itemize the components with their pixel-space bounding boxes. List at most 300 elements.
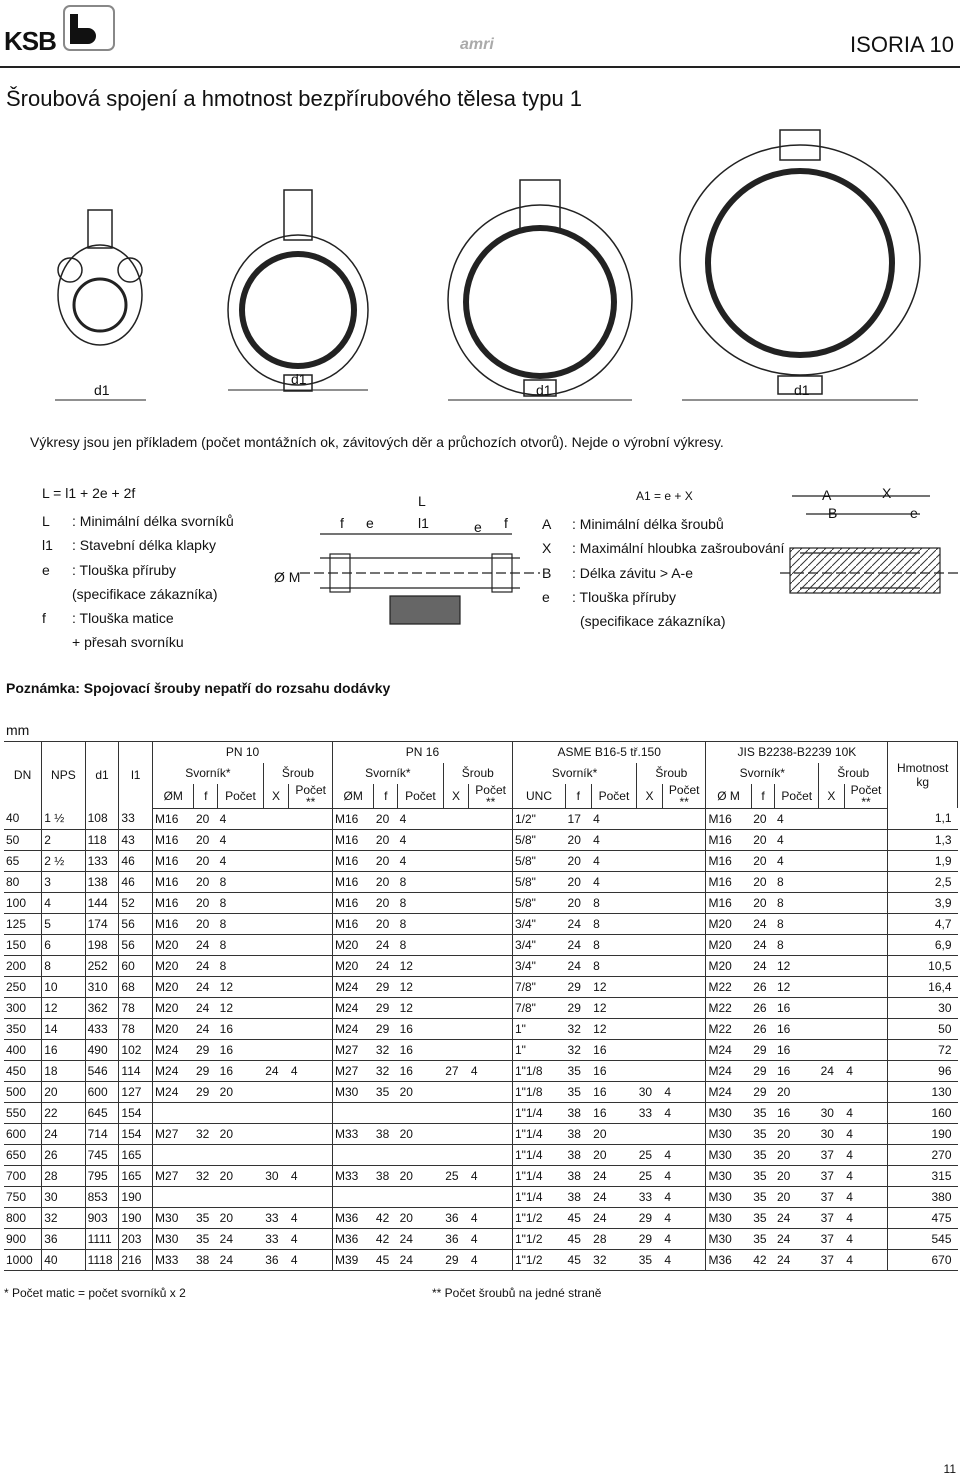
table-cell: [289, 1039, 333, 1060]
table-cell: [844, 808, 888, 829]
table-cell: 2,5: [888, 871, 958, 892]
table-cell: 24: [218, 1228, 264, 1249]
table-cell: 20: [194, 913, 218, 934]
legend-row: A : Minimální délka šroubů: [542, 516, 724, 533]
table-cell: 96: [888, 1060, 958, 1081]
table-cell: 29: [443, 1249, 469, 1270]
table-cell: 24: [591, 1165, 637, 1186]
table-cell: 52: [119, 892, 153, 913]
table-cell: 24: [218, 1249, 264, 1270]
table-cell: [844, 997, 888, 1018]
table-cell: 310: [85, 976, 119, 997]
table-cell: 20: [775, 1144, 819, 1165]
table-cell: 4: [218, 808, 264, 829]
table-cell: 30: [819, 1102, 845, 1123]
table-cell: 29: [637, 1207, 663, 1228]
table-cell: 37: [819, 1186, 845, 1207]
table-cell: M24: [706, 1060, 751, 1081]
table-cell: [819, 1081, 845, 1102]
table-cell: M30: [153, 1228, 194, 1249]
col-mass: Hmotnost kg: [888, 742, 958, 809]
table-cell: 20: [194, 892, 218, 913]
table-cell: 650: [4, 1144, 42, 1165]
table-cell: 24: [751, 955, 775, 976]
table-cell: [819, 913, 845, 934]
table-cell: 250: [4, 976, 42, 997]
table-cell: M20: [153, 997, 194, 1018]
table-cell: 4: [775, 829, 819, 850]
table-cell: [469, 892, 513, 913]
table-cell: 20: [374, 808, 398, 829]
table-cell: 35: [751, 1186, 775, 1207]
table-cell: [263, 829, 289, 850]
table-cell: 24: [775, 1228, 819, 1249]
col-nps: NPS: [42, 742, 85, 809]
table-cell: 4: [662, 1081, 706, 1102]
table-cell: [374, 1102, 398, 1123]
table-cell: 30: [637, 1081, 663, 1102]
table-cell: 102: [119, 1039, 153, 1060]
table-cell: 8: [218, 871, 264, 892]
table-cell: 17: [566, 808, 592, 829]
table-cell: 32: [374, 1060, 398, 1081]
table-cell: 33: [263, 1207, 289, 1228]
table-cell: [443, 976, 469, 997]
product-name: ISORIA 10: [850, 32, 954, 57]
table-cell: [844, 1018, 888, 1039]
table-cell: 4: [469, 1207, 513, 1228]
table-cell: 645: [85, 1102, 119, 1123]
table-cell: 26: [751, 976, 775, 997]
table-cell: 30: [888, 997, 958, 1018]
table-cell: 174: [85, 913, 119, 934]
table-cell: 12: [591, 1018, 637, 1039]
table-cell: 2: [42, 829, 85, 850]
table-cell: 20: [194, 829, 218, 850]
table-cell: 16: [775, 1018, 819, 1039]
legend-row: (specifikace zákazníka): [580, 613, 726, 630]
table-cell: 8: [218, 913, 264, 934]
table-cell: [637, 913, 663, 934]
table-cell: 4: [662, 1249, 706, 1270]
table-cell: M16: [153, 892, 194, 913]
table-cell: 16: [591, 1102, 637, 1123]
table-cell: 4: [289, 1060, 333, 1081]
table-cell: 20: [194, 871, 218, 892]
table-cell: [443, 1144, 469, 1165]
table-cell: [662, 1060, 706, 1081]
table-cell: [469, 1144, 513, 1165]
table-cell: 20: [398, 1123, 444, 1144]
table-cell: [844, 1039, 888, 1060]
table-cell: [469, 955, 513, 976]
table-cell: 32: [566, 1018, 592, 1039]
table-cell: 4,7: [888, 913, 958, 934]
table-cell: 1,3: [888, 829, 958, 850]
table-cell: 190: [888, 1123, 958, 1144]
table-cell: 24: [751, 934, 775, 955]
table-cell: M24: [706, 1039, 751, 1060]
table-cell: 24: [591, 1186, 637, 1207]
left-legend: [42, 481, 282, 654]
table-cell: [289, 892, 333, 913]
table-cell: 38: [374, 1123, 398, 1144]
table-cell: [289, 934, 333, 955]
table-cell: 20: [374, 913, 398, 934]
table-cell: [469, 1102, 513, 1123]
table-cell: [844, 934, 888, 955]
table-cell: M20: [153, 955, 194, 976]
table-cell: [263, 850, 289, 871]
table-cell: M27: [153, 1165, 194, 1186]
table-cell: 33: [119, 808, 153, 829]
table-cell: M16: [153, 850, 194, 871]
table-cell: 16: [775, 997, 819, 1018]
table-cell: [819, 829, 845, 850]
table-cell: 1": [512, 1018, 565, 1039]
table-cell: 1118: [85, 1249, 119, 1270]
table-cell: 38: [566, 1186, 592, 1207]
table-cell: [263, 913, 289, 934]
table-cell: 125: [4, 913, 42, 934]
table-cell: 35: [751, 1165, 775, 1186]
table-cell: 30: [819, 1123, 845, 1144]
table-cell: 20: [218, 1081, 264, 1102]
table-cell: M20: [706, 913, 751, 934]
table-cell: [263, 808, 289, 829]
table-cell: 42: [374, 1207, 398, 1228]
table-cell: [469, 829, 513, 850]
table-cell: [819, 850, 845, 871]
table-cell: M24: [153, 1060, 194, 1081]
table-cell: 114: [119, 1060, 153, 1081]
table-cell: [443, 829, 469, 850]
table-cell: 714: [85, 1123, 119, 1144]
table-cell: [443, 1102, 469, 1123]
table-cell: [469, 1039, 513, 1060]
table-cell: 800: [4, 1207, 42, 1228]
table-cell: 20: [775, 1081, 819, 1102]
table-cell: 16,4: [888, 976, 958, 997]
table-cell: 7/8": [512, 976, 565, 997]
table-cell: 29: [566, 976, 592, 997]
table-cell: [637, 892, 663, 913]
table-cell: M30: [333, 1081, 374, 1102]
table-cell: 20: [374, 892, 398, 913]
table-row: [4, 871, 958, 892]
table-cell: 4: [662, 1207, 706, 1228]
table-cell: 4: [398, 850, 444, 871]
table-cell: [333, 1186, 374, 1207]
table-cell: [289, 1186, 333, 1207]
table-cell: 56: [119, 913, 153, 934]
table-cell: [637, 1018, 663, 1039]
footnote-screws: ** Počet šroubů na jedné straně: [432, 1286, 602, 1300]
table-cell: 20: [218, 1207, 264, 1228]
table-cell: 20: [591, 1123, 637, 1144]
table-cell: 670: [888, 1249, 958, 1270]
table-cell: 1"1/4: [512, 1123, 565, 1144]
table-cell: [263, 1039, 289, 1060]
table-cell: [263, 997, 289, 1018]
table-cell: [844, 976, 888, 997]
table-cell: 4: [844, 1207, 888, 1228]
table-cell: M30: [706, 1228, 751, 1249]
unit-label: mm: [6, 722, 30, 738]
table-cell: [469, 850, 513, 871]
table-cell: 4: [469, 1165, 513, 1186]
table-cell: M16: [706, 808, 751, 829]
footnote-nuts: * Počet matic = počet svorníků x 2: [4, 1286, 186, 1300]
table-cell: [819, 955, 845, 976]
table-cell: 35: [751, 1144, 775, 1165]
table-cell: 65: [4, 850, 42, 871]
table-cell: 4: [844, 1249, 888, 1270]
table-cell: [289, 808, 333, 829]
table-cell: 1"1/4: [512, 1102, 565, 1123]
table-cell: M16: [706, 871, 751, 892]
table-cell: [398, 1144, 444, 1165]
table-cell: 60: [119, 955, 153, 976]
table-cell: [289, 1081, 333, 1102]
table-cell: [263, 1123, 289, 1144]
table-cell: 20: [566, 892, 592, 913]
table-cell: 7/8": [512, 997, 565, 1018]
table-cell: [374, 1186, 398, 1207]
table-cell: [662, 913, 706, 934]
table-cell: 8: [398, 913, 444, 934]
table-cell: 16: [591, 1039, 637, 1060]
table-cell: [443, 1123, 469, 1144]
table-row: [4, 1039, 958, 1060]
table-cell: M16: [153, 913, 194, 934]
dim-label-d1: d1: [536, 382, 552, 398]
table-cell: M20: [153, 1018, 194, 1039]
table-cell: [662, 808, 706, 829]
table-cell: 20: [218, 1123, 264, 1144]
table-cell: 400: [4, 1039, 42, 1060]
legend-row: f : Tlouška matice: [42, 610, 174, 627]
table-cell: 350: [4, 1018, 42, 1039]
table-cell: 12: [42, 997, 85, 1018]
table-cell: [194, 1102, 218, 1123]
table-row: [4, 829, 958, 850]
table-cell: M33: [333, 1165, 374, 1186]
table-row: [4, 1249, 958, 1270]
table-cell: M20: [153, 976, 194, 997]
table-cell: 4: [662, 1102, 706, 1123]
table-cell: 20: [398, 1081, 444, 1102]
table-cell: M16: [333, 871, 374, 892]
table-cell: 20: [566, 871, 592, 892]
table-cell: [289, 1123, 333, 1144]
table-cell: 4: [662, 1165, 706, 1186]
table-cell: [289, 913, 333, 934]
table-cell: M16: [153, 829, 194, 850]
table-cell: 1"1/2: [512, 1228, 565, 1249]
table-cell: 8: [42, 955, 85, 976]
table-cell: 30: [263, 1165, 289, 1186]
table-cell: [819, 934, 845, 955]
table-cell: 300: [4, 997, 42, 1018]
table-cell: 20: [751, 808, 775, 829]
table-cell: 16: [218, 1039, 264, 1060]
table-row: [4, 808, 958, 829]
valve-drawings: [0, 120, 960, 410]
table-row: [4, 1060, 958, 1081]
table-cell: 38: [566, 1123, 592, 1144]
table-cell: 45: [374, 1249, 398, 1270]
table-cell: [469, 997, 513, 1018]
table-cell: 30: [42, 1186, 85, 1207]
table-cell: 252: [85, 955, 119, 976]
legend-row: B : Délka závitu > A-e: [542, 564, 694, 581]
table-cell: 8: [775, 934, 819, 955]
table-row: [4, 997, 958, 1018]
table-cell: 4: [591, 808, 637, 829]
table-cell: [662, 1039, 706, 1060]
table-cell: 8: [775, 871, 819, 892]
table-cell: 795: [85, 1165, 119, 1186]
table-cell: [819, 1039, 845, 1060]
table-cell: M30: [706, 1102, 751, 1123]
table-cell: [637, 976, 663, 997]
table-cell: 144: [85, 892, 119, 913]
table-cell: 40: [42, 1249, 85, 1270]
table-cell: 6: [42, 934, 85, 955]
table-cell: 8: [218, 955, 264, 976]
table-cell: [443, 871, 469, 892]
table-cell: M22: [706, 1018, 751, 1039]
table-cell: 24: [566, 955, 592, 976]
table-cell: 108: [85, 808, 119, 829]
table-cell: [263, 1144, 289, 1165]
table-cell: 490: [85, 1039, 119, 1060]
legend-row: e : Tlouška příruby: [542, 588, 677, 605]
table-cell: 32: [591, 1249, 637, 1270]
table-cell: 35: [751, 1123, 775, 1144]
table-cell: 190: [119, 1186, 153, 1207]
table-cell: 16: [591, 1081, 637, 1102]
table-cell: 16: [591, 1060, 637, 1081]
table-cell: 600: [4, 1123, 42, 1144]
table-cell: [637, 829, 663, 850]
table-cell: [289, 829, 333, 850]
table-cell: 2 ½: [42, 850, 85, 871]
table-cell: 118: [85, 829, 119, 850]
dim-label-d1: d1: [94, 382, 110, 398]
table-cell: [263, 1081, 289, 1102]
table-cell: 1000: [4, 1249, 42, 1270]
table-row: [4, 1186, 958, 1207]
table-cell: 29: [194, 1081, 218, 1102]
table-cell: 29: [566, 997, 592, 1018]
table-cell: M33: [153, 1249, 194, 1270]
table-cell: 154: [119, 1102, 153, 1123]
table-cell: [194, 1186, 218, 1207]
table-cell: 4: [844, 1186, 888, 1207]
table-cell: 24: [194, 955, 218, 976]
table-cell: 5/8": [512, 892, 565, 913]
table-cell: [662, 997, 706, 1018]
table-cell: 29: [374, 997, 398, 1018]
table-cell: 550: [4, 1102, 42, 1123]
table-cell: 35: [566, 1081, 592, 1102]
table-cell: M20: [333, 934, 374, 955]
table-cell: [374, 1144, 398, 1165]
table-cell: 8: [218, 934, 264, 955]
table-cell: 4: [844, 1165, 888, 1186]
table-cell: 20: [218, 1165, 264, 1186]
table-cell: M20: [706, 934, 751, 955]
table-cell: 380: [888, 1186, 958, 1207]
table-cell: 50: [4, 829, 42, 850]
table-cell: 24: [398, 1249, 444, 1270]
table-cell: M33: [333, 1123, 374, 1144]
table-cell: [263, 1102, 289, 1123]
table-cell: 20: [775, 1123, 819, 1144]
table-cell: 8: [218, 892, 264, 913]
table-cell: 750: [4, 1186, 42, 1207]
table-cell: [637, 808, 663, 829]
table-cell: [662, 955, 706, 976]
table-cell: 546: [85, 1060, 119, 1081]
table-cell: 4: [844, 1144, 888, 1165]
table-cell: [289, 871, 333, 892]
table-cell: [662, 976, 706, 997]
table-cell: M39: [333, 1249, 374, 1270]
table-cell: 4: [398, 808, 444, 829]
table-cell: 203: [119, 1228, 153, 1249]
table-cell: [443, 850, 469, 871]
table-cell: 1,1: [888, 808, 958, 829]
table-cell: 20: [398, 1165, 444, 1186]
table-cell: 68: [119, 976, 153, 997]
table-cell: 16: [218, 1060, 264, 1081]
table-cell: M24: [333, 1018, 374, 1039]
table-cell: 4: [591, 871, 637, 892]
table-cell: 35: [374, 1081, 398, 1102]
table-cell: M30: [706, 1123, 751, 1144]
col-d1: d1: [85, 742, 119, 809]
table-cell: 33: [637, 1102, 663, 1123]
table-cell: M20: [706, 955, 751, 976]
table-cell: 36: [443, 1228, 469, 1249]
table-cell: [469, 808, 513, 829]
table-cell: [263, 976, 289, 997]
table-cell: 20: [398, 1207, 444, 1228]
table-cell: [637, 997, 663, 1018]
table-row: [4, 1123, 958, 1144]
table-cell: 40: [4, 808, 42, 829]
table-cell: 25: [443, 1165, 469, 1186]
table-cell: M36: [706, 1249, 751, 1270]
table-cell: 29: [751, 1060, 775, 1081]
legend-row: (specifikace zákazníka): [72, 585, 218, 602]
table-cell: 100: [4, 892, 42, 913]
table-cell: M16: [706, 892, 751, 913]
table-cell: 190: [119, 1207, 153, 1228]
table-cell: 27: [443, 1060, 469, 1081]
table-cell: 1"1/4: [512, 1165, 565, 1186]
table-cell: 14: [42, 1018, 85, 1039]
table-cell: 24: [194, 1018, 218, 1039]
table-cell: 8: [591, 955, 637, 976]
table-cell: [819, 871, 845, 892]
table-cell: 853: [85, 1186, 119, 1207]
table-cell: 5: [42, 913, 85, 934]
table-cell: [662, 892, 706, 913]
